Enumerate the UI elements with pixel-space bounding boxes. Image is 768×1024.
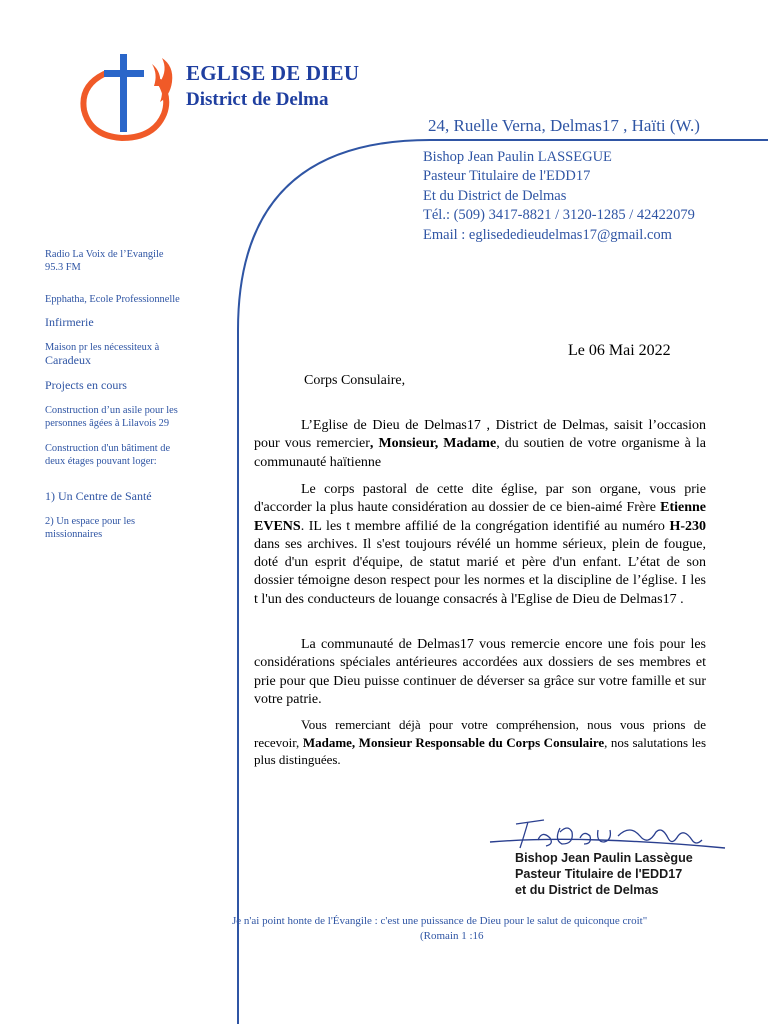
paragraph-3 [254,636,706,709]
sidebar-text: Maison pr les nécessiteux à [45,342,160,353]
sidebar-text: Radio La Voix de l’Evangile [45,249,164,260]
letter-date: Le 06 Mai 2022 [568,342,671,359]
signature-block [515,850,693,898]
contact-line: Bishop Jean Paulin LASSEGUE [423,149,612,165]
member-name: Etienne EVENS [254,500,706,534]
footer-reference: (Romain 1 :16 [420,930,484,942]
letter-salutation: Corps Consulaire, [304,373,406,388]
sidebar-text: Caradeux [45,353,91,367]
contact-block [423,148,695,245]
paragraph-text: Vous remerciant déjà pour votre compréhension, nous vous prions de recevoir, [254,717,706,750]
signer-title: Pasteur Titulaire de l'EDD17 [515,867,683,881]
sidebar-infirmary: Infirmerie [45,315,94,329]
sidebar-text: Construction d'un bâtiment de [45,443,171,454]
paragraph-1 [254,417,706,472]
sidebar-item-health-center: 1) Un Centre de Santé [45,489,152,503]
paragraph-text: , nos salutations les plus distinguées. [254,734,707,767]
paragraph-bold: Madame, Monsieur Responsable du Corps Consulaire [302,734,605,750]
paragraph-bold: , Monsieur, Madame [369,436,497,452]
sidebar-text: 2) Un espace pour les [45,516,136,527]
sidebar-text: missionnaires [45,529,103,540]
footer-quote: Je n'ai point honte de l'Évangile : c'est une puissance de Dieu pour le salut de quiconque croit" [232,915,648,927]
sidebar-projects-heading: Projects en cours [45,378,127,392]
sidebar-radio [45,248,205,274]
sidebar-text: 95.3 FM [45,262,81,273]
paragraph-text: . IL les t membre affilié de la congrégation identifié au numéro [300,518,670,534]
contact-line: Pasteur Titulaire de l'EDD17 [423,168,591,185]
sidebar-project-building [45,442,205,468]
church-logo-icon [76,52,186,142]
sidebar-project-asylum [45,404,205,430]
member-id: H-230 [669,518,706,534]
paragraph-4 [254,716,706,769]
signer-name: Bishop Jean Paulin Lassègue [515,851,693,865]
contact-phone: Tél.: (509) 3417-8821 / 3120-1285 / 42422079 [423,207,695,224]
sidebar-text: personnes âgées à Lilavois 29 [45,418,170,429]
sidebar-text: Construction d’un asile pour les [45,405,178,416]
paragraph-text: L’Eglise de Dieu de Delmas17 , District de Delmas, saisit l’occasion pour vous remercier [254,418,706,452]
contact-email: Email : eglisededieudelmas17@gmail.com [423,226,672,243]
paragraph-text: , du soutien de votre organisme à la communauté haïtienne [254,436,706,470]
sidebar-shelter [45,341,205,367]
sidebar-item-missionaries [45,515,205,541]
paragraph-text: Le corps pastoral de cette dite église, par son organe, vous prie d'accorder la plus haute considération au dossier de ce bien-aimé Frère [254,482,706,516]
signer-district: et du District de Delmas [515,883,659,897]
church-address: 24, Ruelle Verna, Delmas17 , Haïti (W.) [428,116,700,135]
paragraph-text: La communauté de Delmas17 vous remercie encore une fois pour les considérations spéciales antérieures accordées aux dossiers de ses membres et prie pour que Dieu puisse continuer de déverser sa grâce sur votre famille et sur votre patrie. [254,637,706,707]
paragraph-text: dans ses archives. Il s'est toujours révélé un homme sérieux, plein de fougue, doté d'un esprit d'équipe, de statut marié et père d'un enfant. L’état de son dossier témoigne deson respect pour les normes et la discipline de l’église. I les t l'un des conducteurs de louange consacrés à l'Eglise de Dieu de Delmas17 . [254,536,706,607]
paragraph-2 [254,481,706,609]
contact-line: Et du District de Delmas [423,187,567,204]
district-name: District de Delma [186,89,329,110]
sidebar-text: deux étages pouvant loger: [45,456,157,467]
church-name: EGLISE DE DIEU [186,61,360,85]
sidebar-school: Epphatha, Ecole Professionnelle [45,294,180,305]
